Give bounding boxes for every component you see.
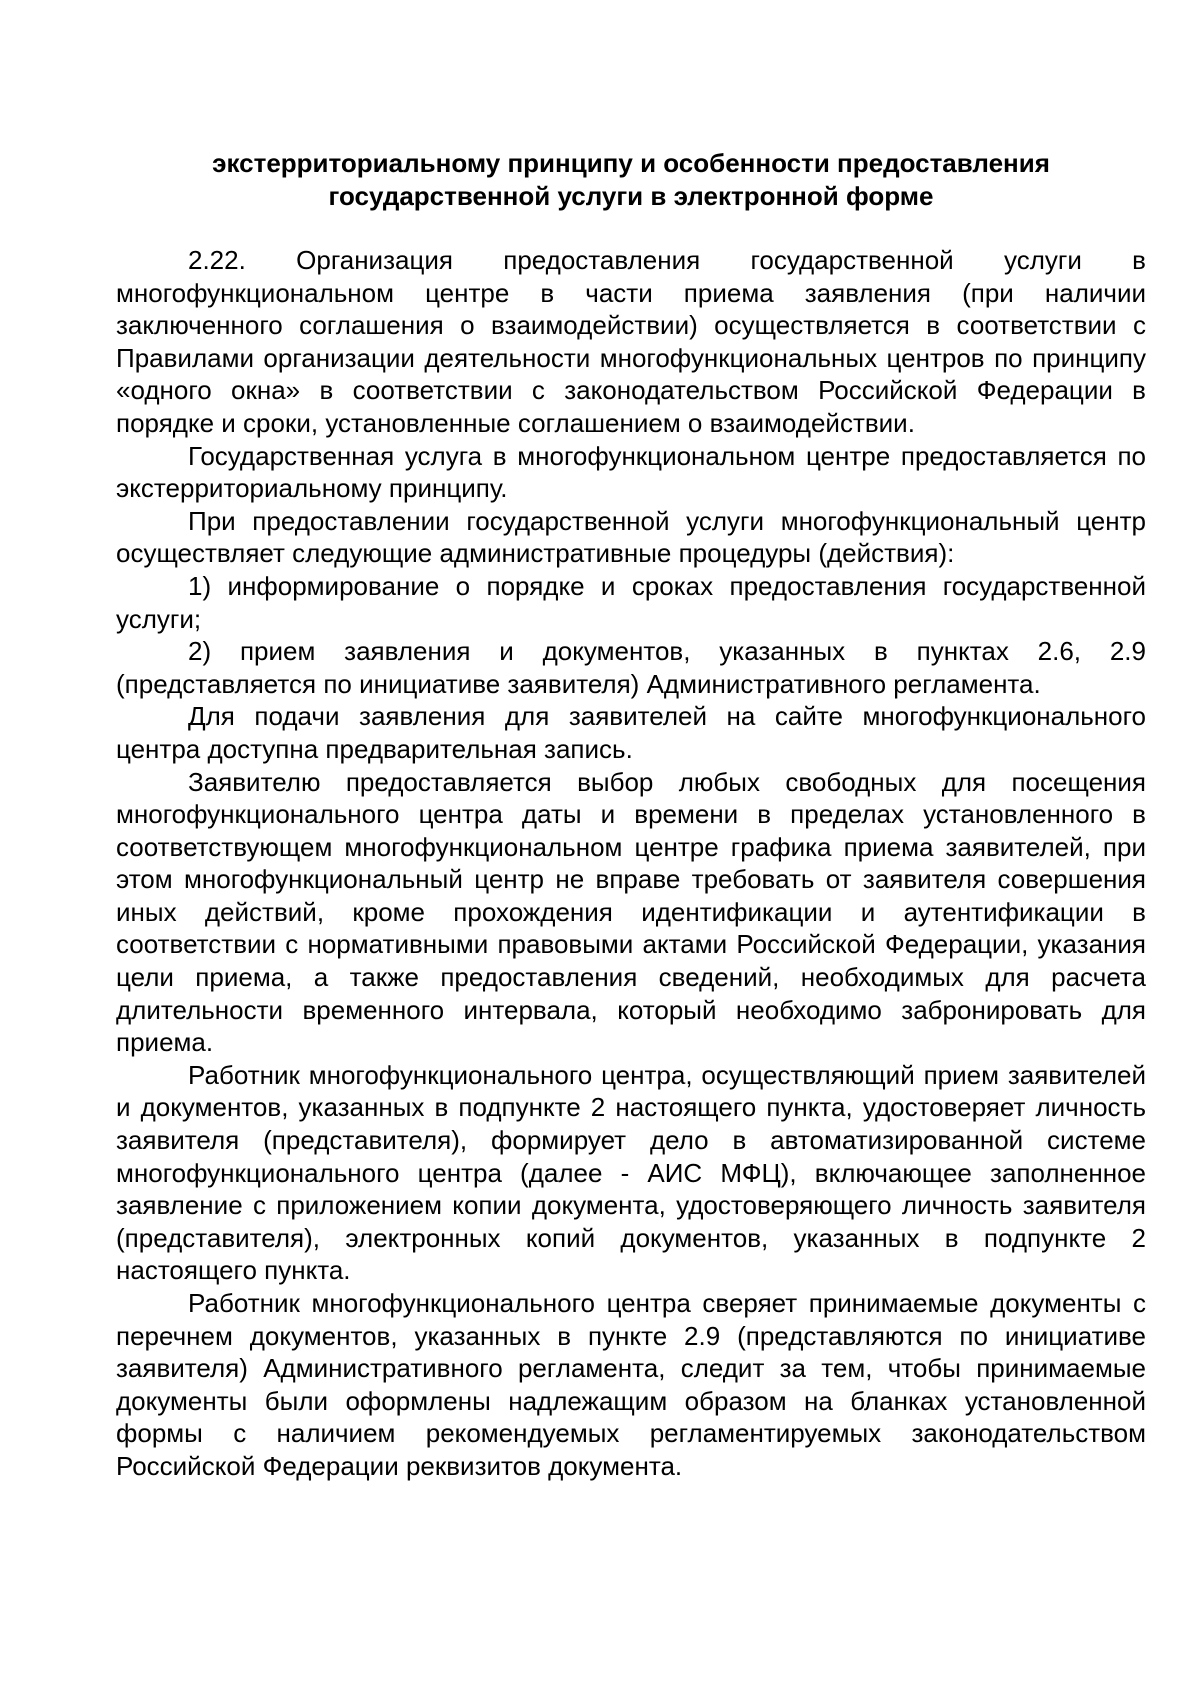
paragraph-2-22: 2.22. Организация предоставления государственной услуги в многофункциональном центре в части приема заявления (при наличии заключенного соглашения о взаимодействии) осуществляется в соответствии с Правилами организации деятельности многофункциональных центров по принципу «одного окна» в соответствии с законодательством Российской Федерации в порядке и сроки, установленные соглашением о взаимодействии. (116, 245, 1146, 438)
heading-line-2: государственной услуги в электронной форме (328, 181, 934, 211)
paragraph-procedures-intro: При предоставлении государственной услуги многофункциональный центр осуществляет следующие административные процедуры (действия): (116, 505, 1146, 569)
document-body (116, 244, 1146, 1483)
paragraph-worker-verification: Работник многофункционального центра сверяет принимаемые документы с перечнем документов, указанных в пункте 2.9 (представляются по инициативе заявителя) Административного регламента, следит за тем, чтобы принимаемые документы были оформлены надлежащим образом на бланках установленной формы с наличием рекомендуемых регламентируемых законодательством Российской Федерации реквизитов документа. (116, 1288, 1146, 1481)
paragraph-pre-registration: Для подачи заявления для заявителей на сайте многофункционального центра доступна предварительная запись. (116, 701, 1146, 764)
paragraph-extraterritorial: Государственная услуга в многофункциональном центре предоставляется по экстерриториальному принципу. (116, 440, 1146, 504)
paragraph-date-time-choice: Заявителю предоставляется выбор любых свободных для посещения многофункционального центра даты и времени в пределах установленного в соответствующем многофункциональном центре графика приема заявителей, при этом многофункциональный центр не вправе требовать от заявителя совершения иных действий, кроме прохождения идентификации и аутентификации в соответствии с нормативными правовыми актами Российской Федерации, указания цели приема, а также предоставления сведений, необходимых для расчета длительности временного интервала, который необходимо забронировать для приема. (116, 766, 1146, 1058)
paragraph-worker-identity: Работник многофункционального центра, осуществляющий прием заявителей и документов, указанных в подпункте 2 настоящего пункта, удостоверяет личность заявителя (представителя), формирует дело в автоматизированной системе многофункционального центра (далее - АИС МФЦ), включающее заполненное заявление с приложением копии документа, удостоверяющего личность заявителя (представителя), электронных копий документов, указанных в подпункте 2 настоящего пункта. (116, 1059, 1146, 1286)
paragraph-item-1: 1) информирование о порядке и сроках предоставления государственной услуги; (116, 570, 1146, 634)
paragraph-item-2: 2) прием заявления и документов, указанных в пунктах 2.6, 2.9 (представляется по инициативе заявителя) Административного регламента. (116, 636, 1146, 699)
heading-line-1: экстерриториальному принципу и особенности предоставления (212, 148, 1050, 178)
section-heading (116, 147, 1146, 213)
